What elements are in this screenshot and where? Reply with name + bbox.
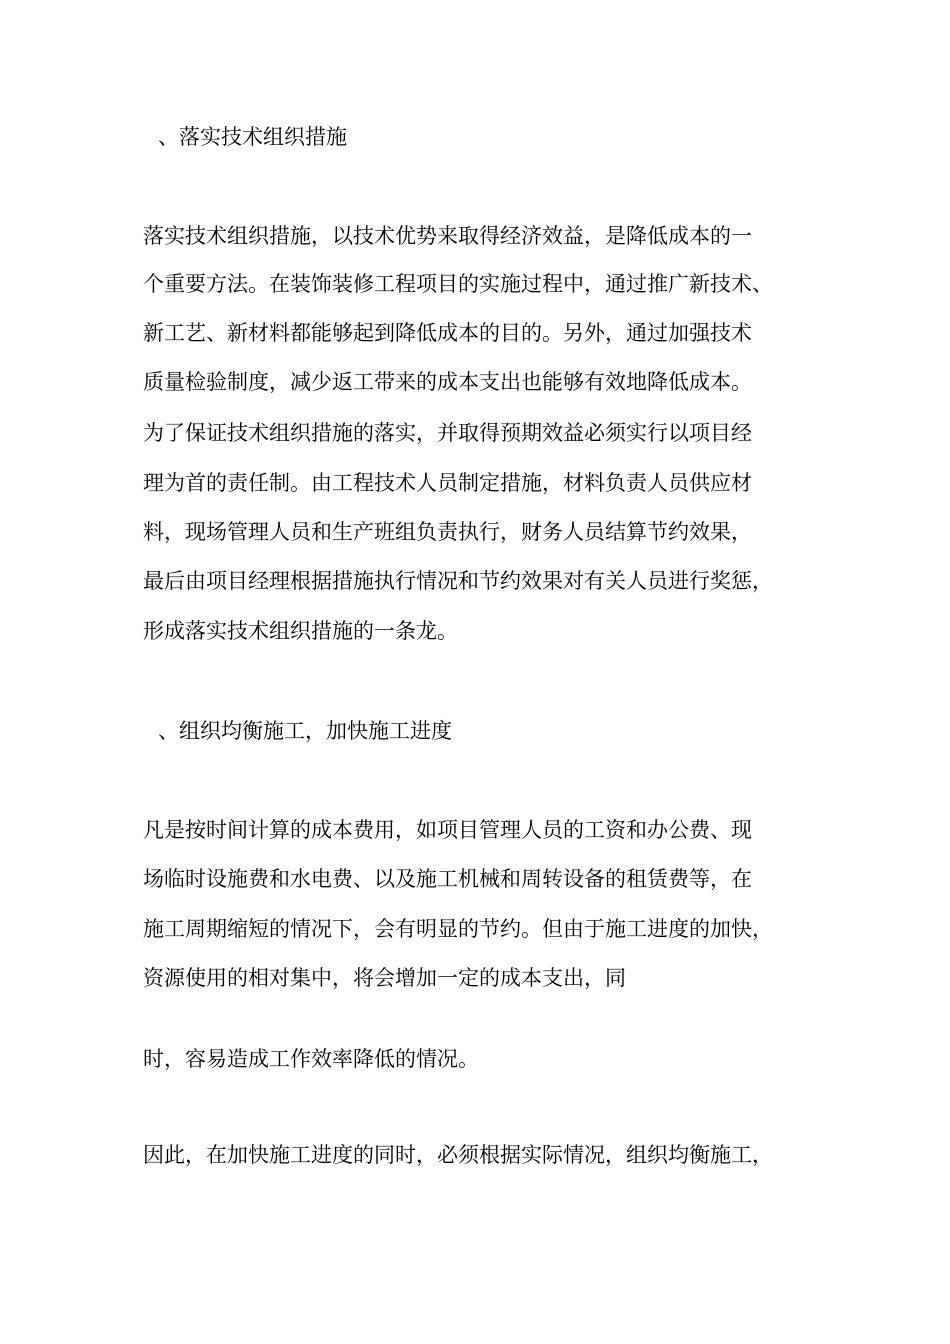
paragraph-line: 理为首的责任制。由工程技术人员制定措施，材料负责人员供应材 [143, 471, 752, 495]
paragraph-line: 新工艺、新材料都能够起到降低成本的目的。另外，通过加强技术 [143, 321, 752, 345]
paragraph-line: 施工周期缩短的情况下，会有明显的节约。但由于施工进度的加快， [143, 917, 773, 941]
paragraph-line: 个重要方法。在装饰装修工程项目的实施过程中，通过推广新技术、 [143, 272, 773, 296]
section-heading-balanced-construction: 、组织均衡施工，加快施工进度 [158, 719, 452, 743]
paragraph-line: 凡是按时间计算的成本费用，如项目管理人员的工资和办公费、现 [143, 818, 752, 842]
section-heading-technical-measures: 、落实技术组织措施 [158, 125, 347, 149]
paragraph-line: 为了保证技术组织措施的落实，并取得预期效益必须实行以项目经 [143, 421, 752, 445]
paragraph-line: 因此，在加快施工进度的同时，必须根据实际情况，组织均衡施工， [143, 1143, 773, 1167]
paragraph-line: 时，容易造成工作效率降低的情况。 [143, 1047, 479, 1071]
paragraph-line: 最后由项目经理根据措施执行情况和节约效果对有关人员进行奖惩， [143, 569, 773, 593]
paragraph-line: 落实技术组织措施，以技术优势来取得经济效益，是降低成本的一 [143, 224, 752, 248]
paragraph-line: 料，现场管理人员和生产班组负责执行，财务人员结算节约效果， [143, 520, 752, 544]
paragraph-line: 场临时设施费和水电费、以及施工机械和周转设备的租赁费等，在 [143, 867, 752, 891]
paragraph-line: 资源使用的相对集中，将会增加一定的成本支出，同 [143, 966, 626, 990]
paragraph-line: 形成落实技术组织措施的一条龙。 [143, 619, 458, 643]
paragraph-line: 质量检验制度，减少返工带来的成本支出也能够有效地降低成本。 [143, 370, 752, 394]
